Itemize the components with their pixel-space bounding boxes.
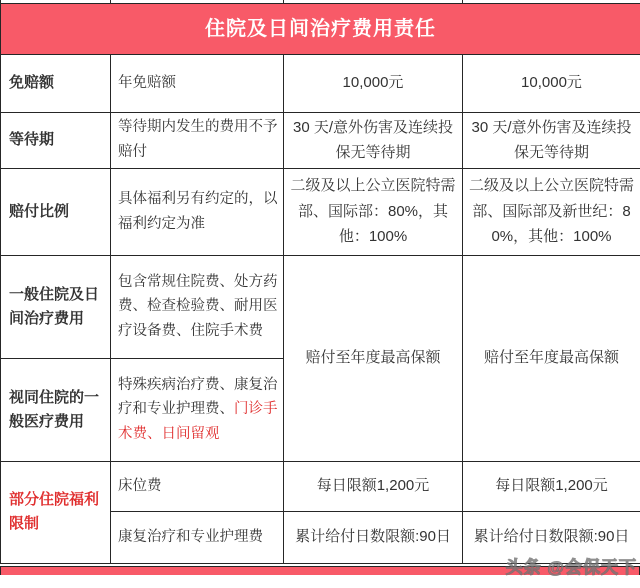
waiting-period-desc: 等待期内发生的费用不予赔付 <box>111 112 284 168</box>
deemed-hospitalization-desc <box>111 358 284 461</box>
row-label-partial-benefit-limit: 部分住院福利限制 <box>1 461 111 563</box>
section-header-row <box>1 3 640 54</box>
row-label-payout-ratio: 赔付比例 <box>1 168 111 255</box>
waiting-period-value-a: 30 天/意外伤害及连续投保无等待期 <box>284 112 463 168</box>
waiting-period-value-b: 30 天/意外伤害及连续投保无等待期 <box>463 112 640 168</box>
bed-fee-desc: 床位费 <box>111 461 284 511</box>
general-hospitalization-desc: 包含常规住院费、处方药费、检查检验费、耐用医疗设备费、住院手术费 <box>111 255 284 358</box>
bed-fee-value-b: 每日限额1,200元 <box>463 461 640 511</box>
general-hospitalization-value-a: 赔付至年度最高保额 <box>284 255 463 461</box>
table-row-payout-ratio <box>1 168 640 255</box>
table-row-waiting-period <box>1 112 640 168</box>
payout-ratio-value-a: 二级及以上公立医院特需部、国际部：80%，其他：100% <box>284 168 463 255</box>
rehab-nursing-value-a: 累计给付日数限额:90日 <box>284 511 463 563</box>
table-row-bed-fee <box>1 461 640 511</box>
general-hospitalization-value-b: 赔付至年度最高保额 <box>463 255 640 461</box>
deemed-desc-red-highlight: 门诊手术费、日间留观 <box>118 401 278 442</box>
deductible-value-b: 10,000元 <box>463 54 640 112</box>
deductible-value-a: 10,000元 <box>284 54 463 112</box>
table-row-general-hospitalization <box>1 255 640 358</box>
next-section-header-sliver <box>0 566 640 575</box>
bed-fee-value-a: 每日限额1,200元 <box>284 461 463 511</box>
row-label-general-hospitalization: 一般住院及日间治疗费用 <box>1 255 111 358</box>
payout-ratio-desc: 具体福利另有约定的，以福利约定为准 <box>111 168 284 255</box>
row-label-waiting-period: 等待期 <box>1 112 111 168</box>
rehab-nursing-value-b: 累计给付日数限额:90日 <box>463 511 640 563</box>
rehab-nursing-desc: 康复治疗和专业护理费 <box>111 511 284 563</box>
section-title: 住院及日间治疗费用责任 <box>1 3 640 54</box>
deductible-desc: 年免赔额 <box>111 54 284 112</box>
row-label-deductible: 免赔额 <box>1 54 111 112</box>
watermark-text: 头条 @会保天下 <box>505 558 637 577</box>
table-row-deductible <box>1 54 640 112</box>
deemed-desc-normal: 特殊疾病治疗费、康复治疗和专业护理费、 <box>118 376 278 418</box>
row-label-deemed-hospitalization: 视同住院的一般医疗费用 <box>1 358 111 461</box>
payout-ratio-value-b: 二级及以上公立医院特需部、国际部及新世纪：80%，其他：100% <box>463 168 640 255</box>
